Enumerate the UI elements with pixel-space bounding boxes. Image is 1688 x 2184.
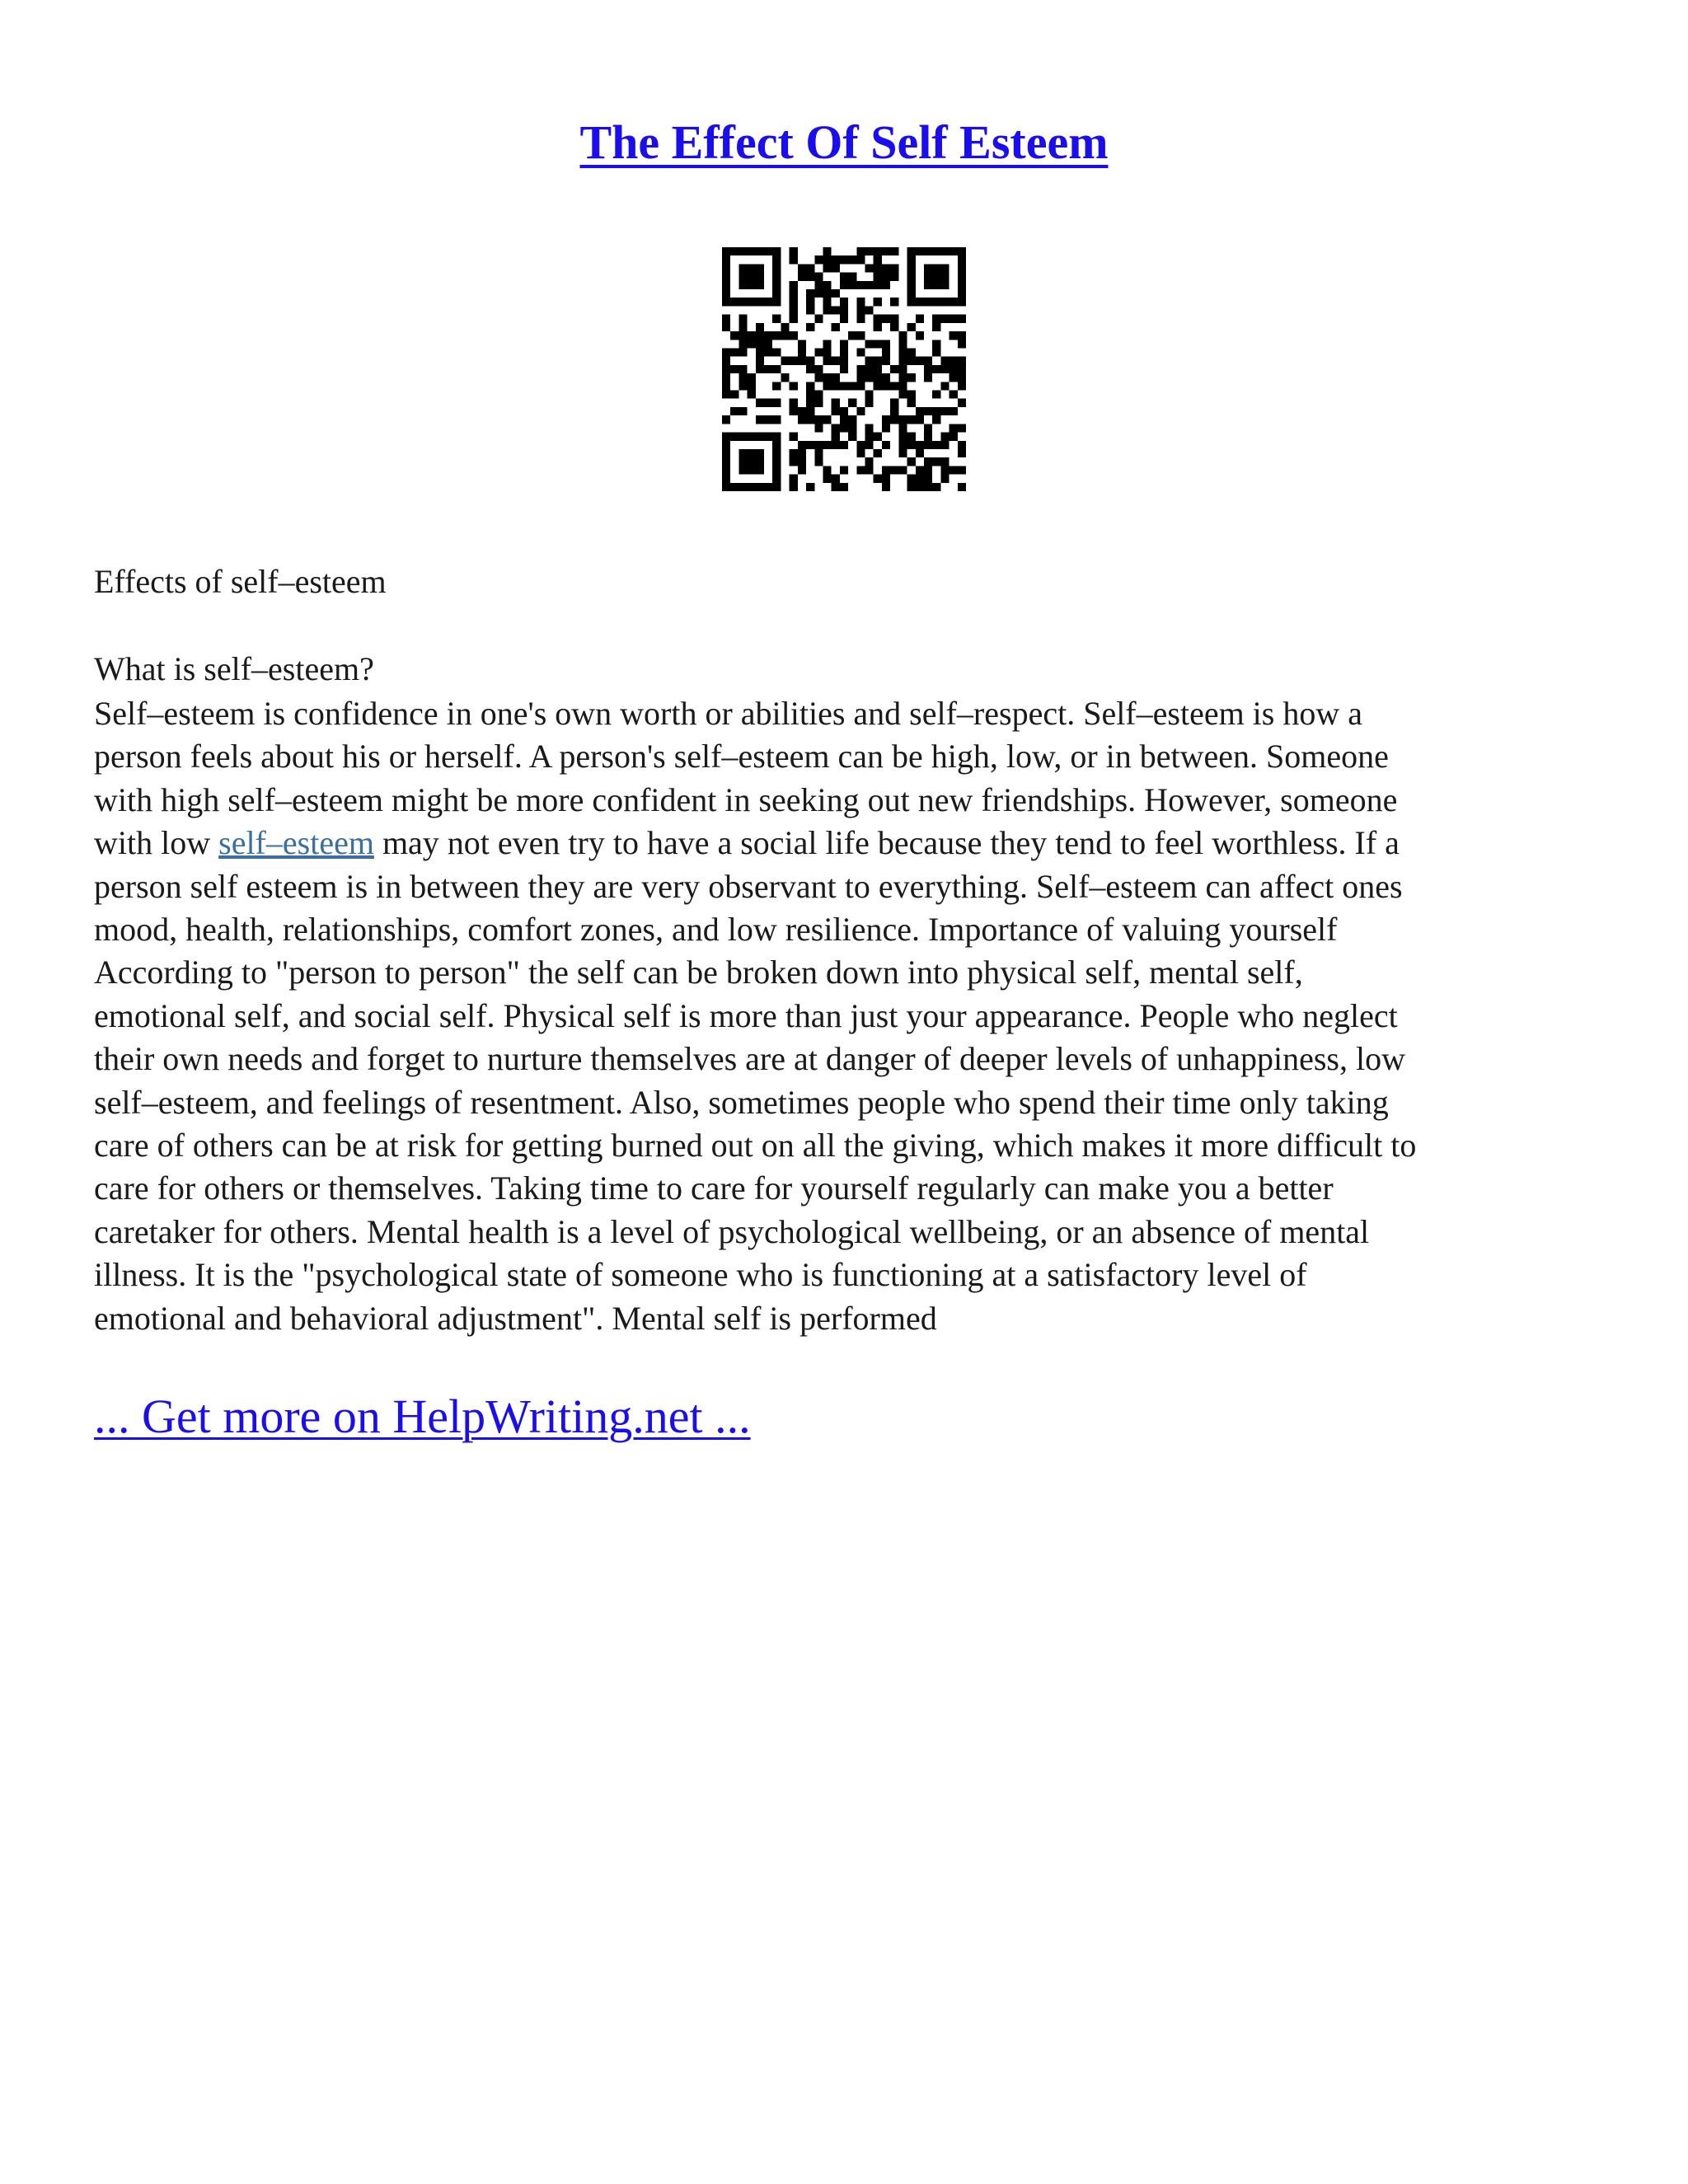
body-line: emotional self, and social self. Physical self is more than just your appearance. People who neglect (94, 996, 1398, 1034)
body-text: may not even try to have a social life because they tend to feel worthless. If a (373, 824, 1400, 862)
body-line: Self–esteem is confidence in one's own worth or abilities and self–respect. Self–esteem is how a (94, 695, 1363, 732)
body-text: with low (94, 824, 219, 862)
get-more-link[interactable]: ... Get more on HelpWriting.net ... (94, 1390, 751, 1443)
article-body (94, 692, 1594, 1340)
title-link[interactable]: The Effect Of Self Esteem (579, 115, 1109, 169)
more-link-container (94, 1388, 751, 1446)
body-line: with high self–esteem might be more confident in seeking out new friendships. However, someone (94, 780, 1398, 818)
qr-code-image (722, 247, 966, 491)
body-line: mood, health, relationships, comfort zones, and low resilience. Importance of valuing yourself (94, 911, 1338, 949)
body-line: their own needs and forget to nurture themselves are at danger of deeper levels of unhappiness, low (94, 1040, 1405, 1078)
body-line: illness. It is the "psychological state of someone who is functioning at a satisfactory level of (94, 1256, 1307, 1294)
body-line-with-link (94, 822, 1594, 865)
section-heading: Effects of self–esteem (94, 563, 387, 600)
question-text: What is self–esteem? (94, 650, 374, 687)
page-title (0, 114, 1688, 171)
body-line: person self esteem is in between they are very observant to everything. Self–esteem can affect ones (94, 867, 1403, 905)
self-esteem-link[interactable]: self–esteem (218, 824, 374, 862)
body-line: self–esteem, and feelings of resentment. Also, sometimes people who spend their time only taking (94, 1083, 1389, 1121)
body-line: person feels about his or herself. A person's self–esteem can be high, low, or in between. Someone (94, 738, 1389, 776)
body-line: caretaker for others. Mental health is a level of psychological wellbeing, or an absence of mental (94, 1212, 1370, 1250)
body-line: According to "person to person" the self can be broken down into physical self, mental self, (94, 954, 1303, 991)
body-line: emotional and behavioral adjustment". Mental self is performed (94, 1299, 937, 1337)
body-line: care for others or themselves. Taking time to care for yourself regularly can make you a better (94, 1169, 1334, 1207)
body-line: care of others can be at risk for getting burned out on all the giving, which makes it more difficult to (94, 1127, 1417, 1165)
